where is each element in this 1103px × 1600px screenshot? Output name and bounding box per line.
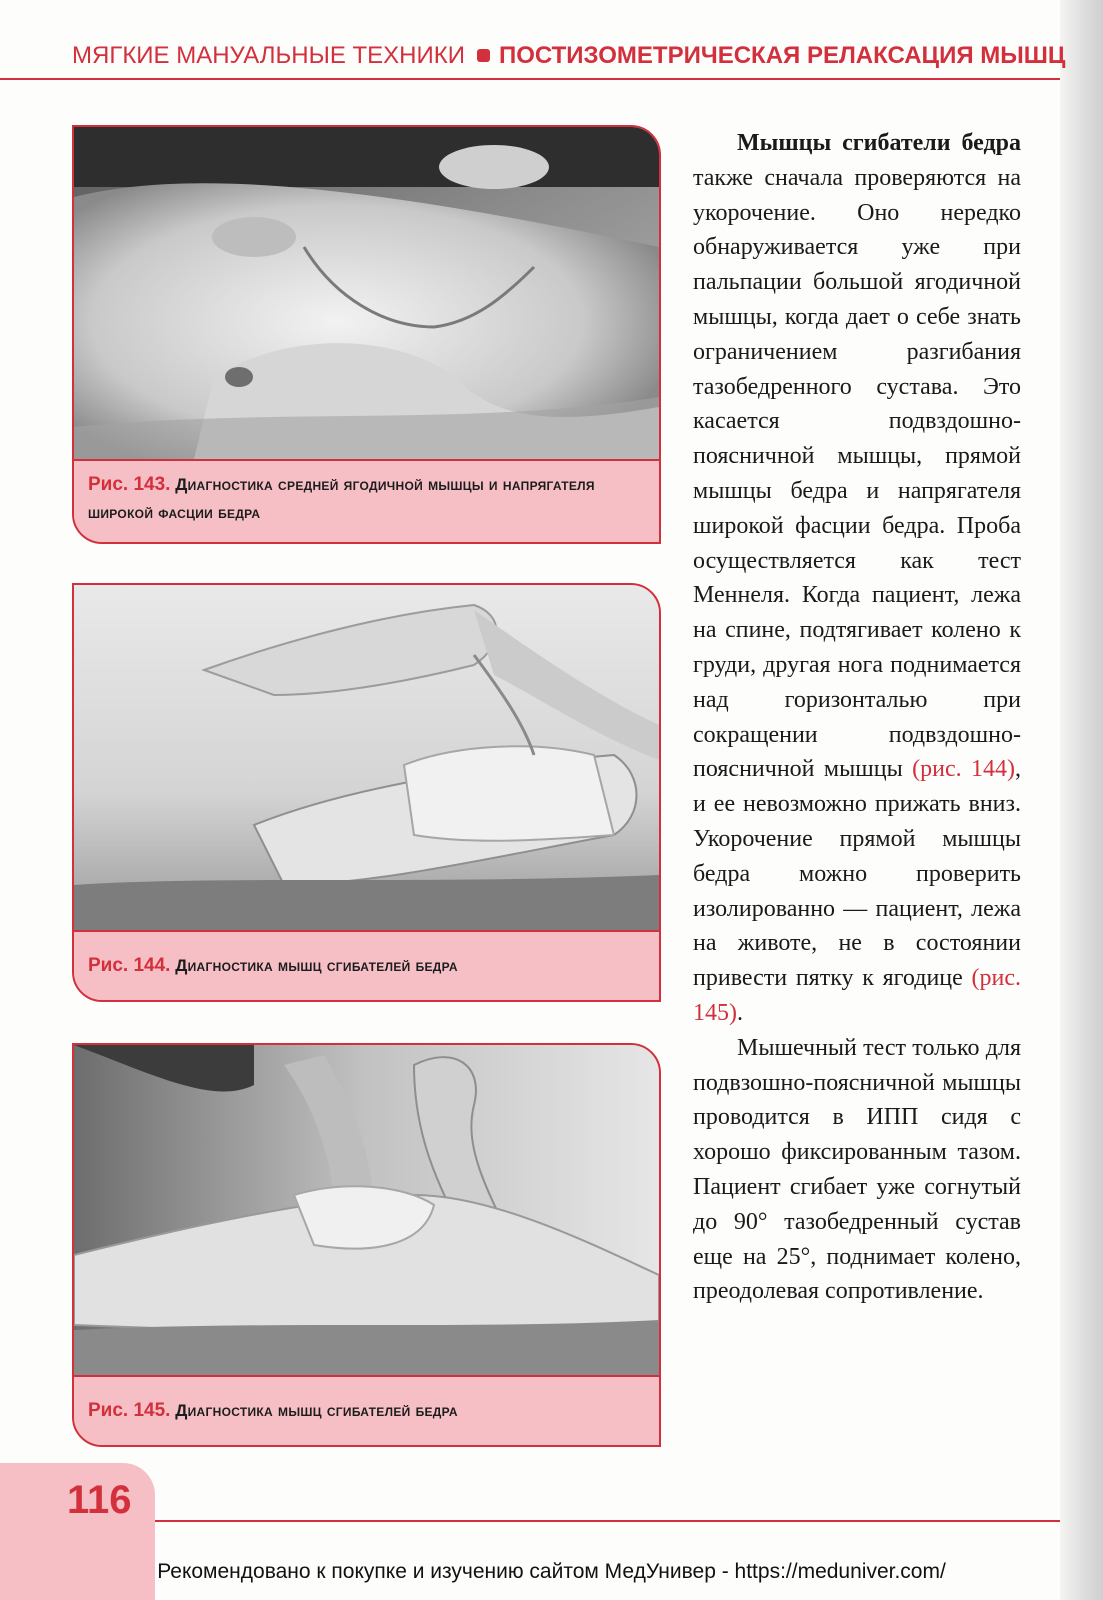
body-paragraph-1-lead: Мышцы сгибатели бедра — [737, 130, 1021, 156]
figure-145-caption-text: Диагностика мышц сгибателей бедра — [175, 1401, 458, 1420]
running-head-bullet-icon — [477, 49, 490, 62]
figure-145-photo — [74, 1045, 659, 1375]
figure-145-caption — [74, 1375, 659, 1445]
figure-144-caption — [74, 930, 659, 1000]
figure-144-caption-text: Диагностика мышц сгибателей бедра — [175, 956, 458, 975]
footer-rule — [155, 1520, 1060, 1522]
page-number: 116 — [67, 1478, 132, 1522]
body-paragraph-1-part-3: . — [737, 999, 743, 1026]
figure-143 — [72, 125, 661, 544]
figure-143-number: Рис. 143. — [88, 474, 171, 495]
body-paragraph-2: Мышечный тест только для подвзошно-поясничной мышцы проводится в ИПП сидя с хорошо фиксированным тазом. Пациент сгибает уже согнутый до 90° тазобедренный сустав еще на 25°, поднимает колено, преодолевая сопротивление. — [693, 1034, 1021, 1305]
figure-145-number: Рис. 145. — [88, 1400, 171, 1421]
body-paragraph-1-part-2: , и ее невозможно прижать вниз. Укорочение прямой мышцы бедра можно проверить изолированно — пациент, лежа на животе, не в состоянии привести пятку к ягодице — [693, 756, 1021, 992]
figure-144-number: Рис. 144. — [88, 955, 171, 976]
running-head-chapter: ПОСТИЗОМЕТРИЧЕСКАЯ РЕЛАКСАЦИЯ МЫШЦ — [498, 42, 1066, 69]
running-head — [72, 42, 1066, 78]
body-text-column — [693, 126, 1021, 1309]
figure-143-photo-drawing — [74, 127, 659, 459]
running-head-section: МЯГКИЕ МАНУАЛЬНЫЕ ТЕХНИКИ — [72, 42, 465, 69]
footer-recommendation: Рекомендовано к покупке и изучению сайтом МедУнивер - https://meduniver.com/ — [157, 1560, 946, 1583]
figure-144-photo-drawing — [74, 585, 659, 930]
figure-144-reference-link[interactable]: (рис. 144) — [912, 756, 1015, 783]
figure-143-caption — [74, 459, 659, 542]
body-paragraph-1 — [693, 126, 1021, 1031]
figure-144 — [72, 583, 661, 1002]
page-gutter-shadow — [1060, 0, 1103, 1600]
figure-145-reference-link[interactable]: (рис. 145) — [693, 965, 1021, 1026]
figure-145-photo-drawing — [74, 1045, 659, 1375]
body-paragraph-1-part-1: также сначала проверяются на укорочение. Оно нередко обнаруживается уже при пальпации большой ягодичной мышцы, когда дает о себе знать ограничением разгибания тазобедренного сустава. Это касается подвздошно-поясничной мышцы, прямой мышцы бедра и напрягателя широкой фасции бедра. Проба осуществляется как тест Меннеля. Когда пациент, лежа на спине, подтягивает колено к груди, другая нога поднимается над горизонталью при сокращении подвздошно-поясничной мышцы — [693, 164, 1021, 783]
figure-143-photo — [74, 127, 659, 459]
figure-144-photo — [74, 585, 659, 930]
figure-145 — [72, 1043, 661, 1447]
figure-143-caption-text: Диагностика средней ягодичной мышцы и напрягателя широкой фасции бедра — [88, 475, 595, 522]
header-rule — [0, 78, 1060, 80]
